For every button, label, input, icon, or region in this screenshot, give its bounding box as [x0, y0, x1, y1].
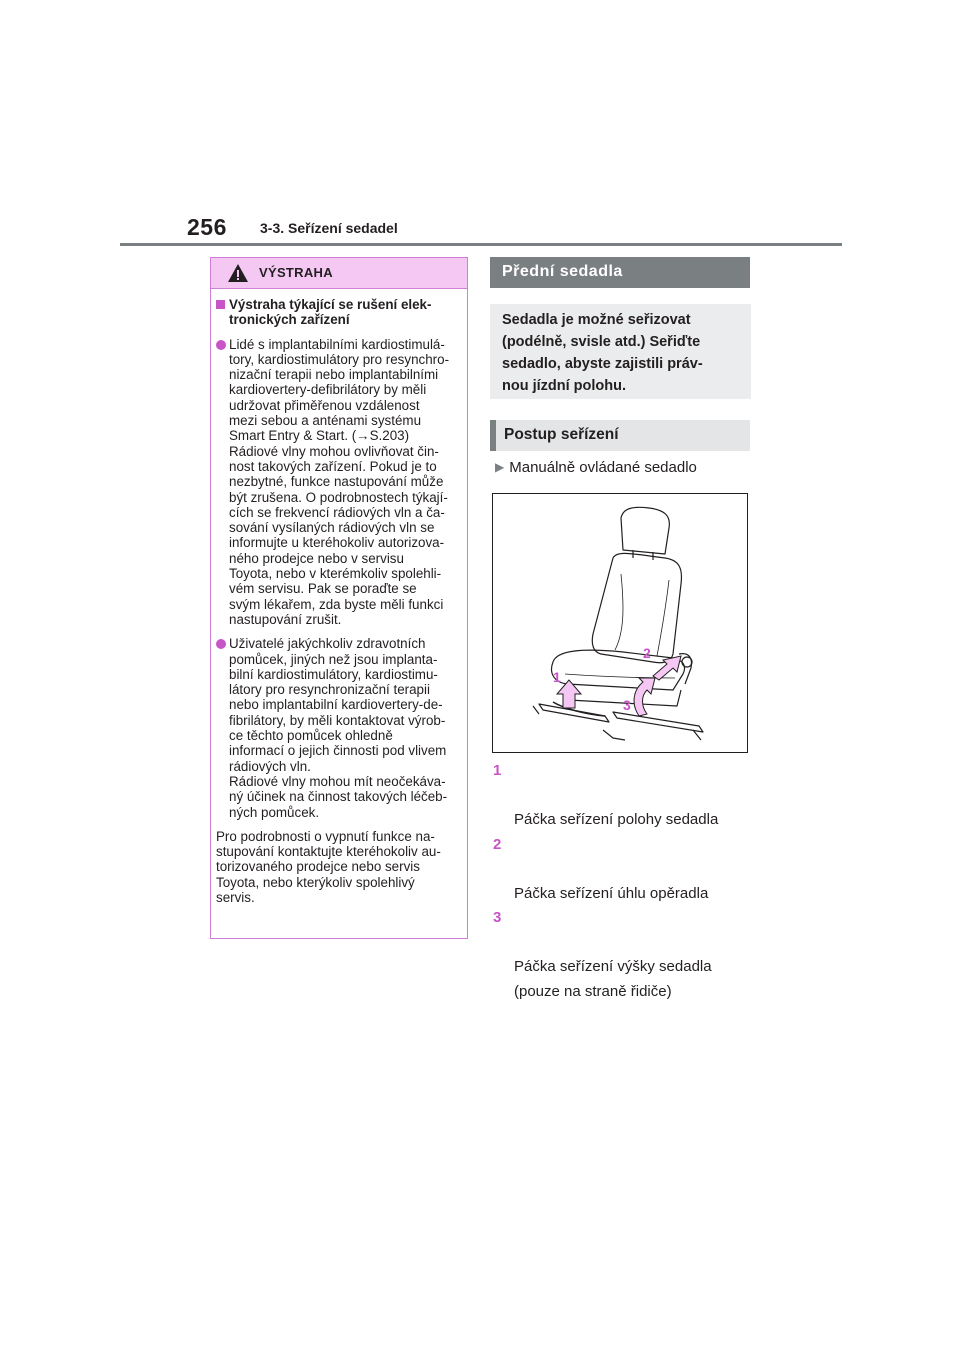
figure-label-1: 1 — [553, 669, 561, 685]
figure-label-3: 3 — [623, 697, 631, 713]
page-number: 256 — [187, 214, 227, 240]
legend-text: Páčka seřízení úhlu opěradla — [514, 884, 709, 902]
warning-header — [211, 258, 467, 289]
warning-footer: Pro podrobnosti o vypnutí funkce na- stupování kontaktujte kteréhokoliv au- torizovaného prodejce nebo servis Toyota, nebo kterýkoliv spolehlivý servis. — [216, 828, 441, 905]
triangle-bullet-icon: ▶ — [495, 460, 505, 474]
front-seats-heading: Přední sedadla — [490, 257, 750, 288]
legend — [493, 759, 753, 1004]
warning-item-text: Uživatelé jakýchkoliv zdravotních pomůcek, jiných než jsou implanta- bilní kardiostimulátory, kardiostimu- látory pro resynchronizační terapii nebo implantabilní kardiovertery-de- fibrilátory, by měli kontaktovat výrob- ce těchto pomůcek ohledně informací o jejich činnosti pod vlivem rádiových vln. Rádiové vlny mohou mít neočekáva- ný účinek na činnost takových léčeb- ných pomůcek. — [229, 636, 448, 820]
warning-subtitle-text: Výstraha týkající se rušení elek- tronických zařízení — [229, 297, 432, 328]
seat-figure — [492, 493, 748, 753]
warning-triangle-icon — [227, 263, 249, 288]
legend-number: 1 — [493, 762, 502, 779]
section-title: 3-3. Seřízení sedadel — [260, 220, 398, 236]
warning-subtitle — [216, 297, 461, 328]
legend-text: Páčka seřízení výšky sedadla (pouze na straně řidiče) — [514, 958, 712, 1000]
legend-number: 3 — [493, 909, 502, 926]
legend-item — [493, 759, 753, 833]
legend-item — [493, 906, 753, 1004]
square-bullet-icon — [216, 300, 225, 309]
procedure-heading-text: Postup seřízení — [504, 426, 619, 443]
warning-title: VÝSTRAHA — [259, 265, 333, 280]
intro-text: Sedadla je možné seřizovat (podélně, svisle atd.) Seřiďte sedadlo, abyste zajistili práv- nou jízdní polohu. — [490, 304, 751, 399]
figure-label-2: 2 — [643, 645, 651, 661]
warning-body — [211, 289, 467, 905]
seat-illustration — [493, 494, 747, 752]
warning-box — [210, 257, 468, 939]
legend-item — [493, 833, 753, 907]
legend-number: 2 — [493, 835, 502, 853]
warning-item — [216, 636, 461, 820]
procedure-heading — [490, 420, 750, 451]
warning-item-text: Lidé s implantabilními kardiostimulá- tory, kardiostimulátory pro resynchro- nizační terapii nebo implantabilními kardiovertery-defibrilátory by měli udržovat přiměřenou vzdálenost mezi sebou a anténami systému Smart Entry & Start. (→S.203) Rádiové vlny mohou ovlivňovat čin- nost takových zařízení. Pokud je to nezbytné, funkce nastupování může být zrušena. O podrobnostech týkají- cích se frekvencí rádiových vln a ča- sování vysílaných rádiových vln se informujte u kteréhokoliv autorizova- ného prodejce nebo v servisu Toyota, nebo v kterémkoliv spolehli- vém servisu. Pak se poraďte se svým lékařem, zda byste měli funkci nastupování zrušit. — [229, 336, 450, 627]
header-rule — [120, 243, 842, 246]
legend-text: Páčka seřízení polohy sedadla — [514, 811, 719, 828]
manual-seat-label — [495, 459, 697, 476]
warning-item — [216, 337, 461, 628]
heading-bar — [490, 420, 496, 451]
round-bullet-icon — [216, 340, 226, 350]
round-bullet-icon — [216, 639, 226, 649]
manual-seat-text: Manuálně ovládané sedadlo — [509, 459, 697, 476]
